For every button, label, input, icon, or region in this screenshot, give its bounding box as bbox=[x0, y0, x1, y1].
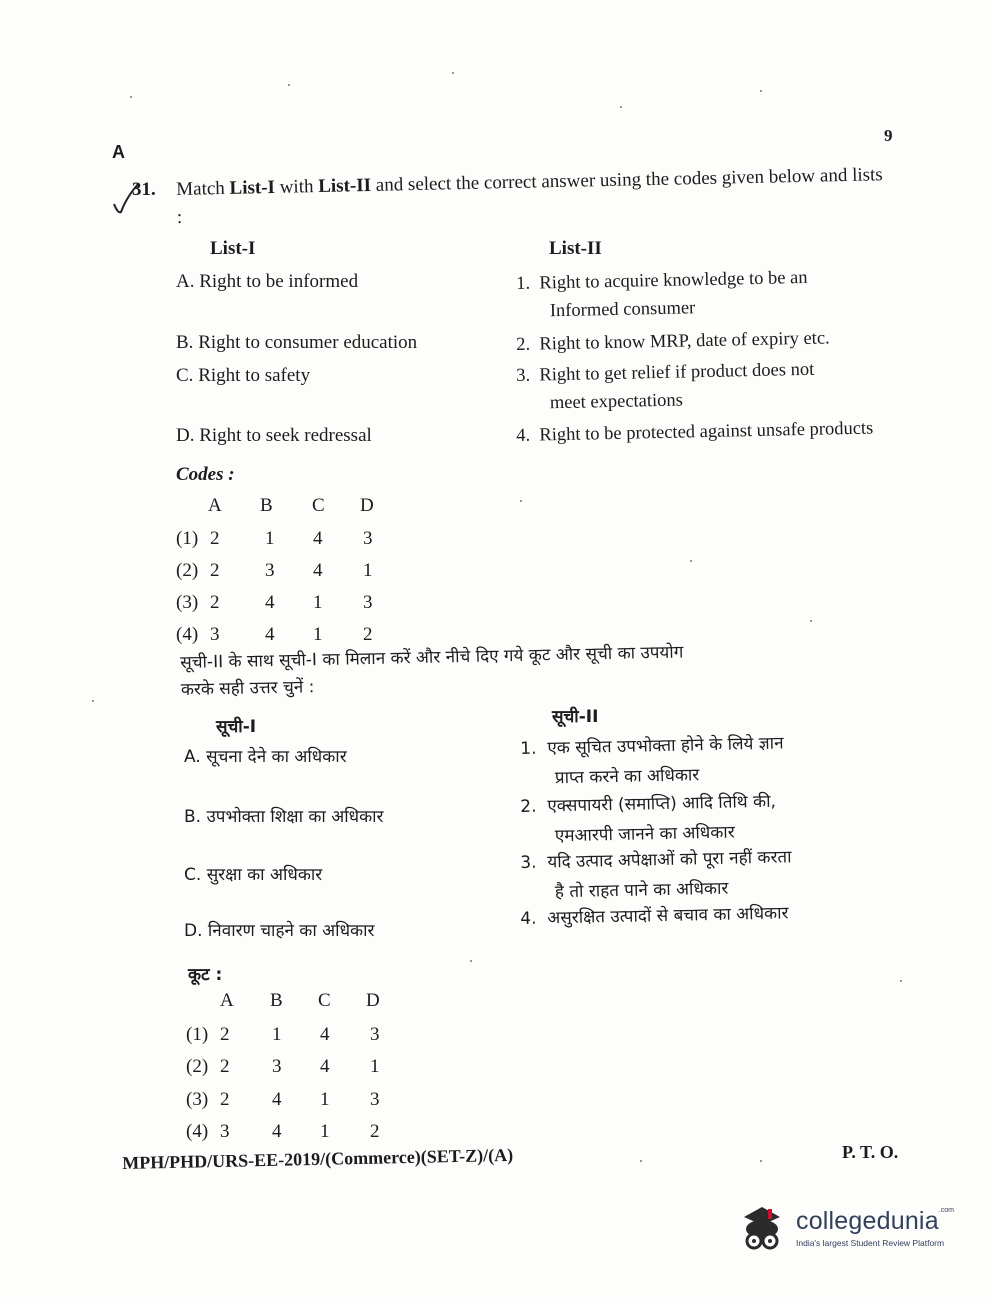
option-row-4: (4) 3 4 1 2 bbox=[176, 624, 373, 645]
hindi-list2-item-3: 3. यदि उत्पाद अपेक्षाओं को पूरा नहीं करता है तो राहत पाने का अधिकार bbox=[520, 847, 792, 903]
hindi-list2-item-1: 1. एक सूचित उपभोक्ता होने के लिये ज्ञान प्राप्त करने का अधिकार bbox=[520, 733, 784, 789]
brand-tagline: India's largest Student Review Platform bbox=[796, 1237, 945, 1248]
hindi-list2-heading: सूची-II bbox=[552, 707, 599, 727]
hindi-list1-heading: सूची-I bbox=[216, 717, 257, 737]
hindi-option-row-3: (3) 2 4 1 3 bbox=[186, 1089, 380, 1110]
list2-item-1: 1. Right to acquire knowledge to be an Informed consumer bbox=[516, 267, 808, 322]
hindi-intro: सूची-II के साथ सूची-I का मिलान करें और नीचे दिए गये कूट और सूची का उपयोग करके सही उत्तर चुनें : bbox=[180, 642, 684, 700]
hindi-list2-item-2: 2. एक्सपायरी (समाप्ति) आदि तिथि की, एमआरपी जानने का अधिकार bbox=[520, 791, 777, 847]
list2-heading: List-II bbox=[549, 238, 602, 259]
list1-item-d: D. Right to seek redressal bbox=[176, 425, 372, 446]
hindi-list1-item-a: A. सूचना देने का अधिकार bbox=[184, 747, 347, 767]
page-turn-over: P. T. O. bbox=[842, 1142, 899, 1162]
hindi-option-row-4: (4) 3 4 1 2 bbox=[186, 1121, 380, 1142]
page-number: 9 bbox=[884, 126, 893, 145]
question-number: 31. bbox=[132, 179, 156, 200]
hindi-list1-item-d: D. निवारण चाहने का अधिकार bbox=[184, 921, 375, 941]
hindi-list1-item-b: B. उपभोक्ता शिक्षा का अधिकार bbox=[184, 807, 384, 827]
list1-item-b: B. Right to consumer education bbox=[176, 332, 418, 353]
hindi-option-row-1: (1) 2 1 4 3 bbox=[186, 1024, 380, 1045]
q-bold-list2: List-II bbox=[318, 174, 372, 198]
hindi-codes-header-row: A B C D bbox=[220, 990, 380, 1011]
hindi-list1-item-c: C. सुरक्षा का अधिकार bbox=[184, 865, 323, 885]
codes-header-row: A B C D bbox=[208, 495, 374, 516]
hindi-list2-item-4: 4. असुरक्षित उत्पादों से बचाव का अधिकार bbox=[520, 903, 789, 929]
mascot-icon bbox=[734, 1199, 790, 1255]
brand-name: collegedunia bbox=[796, 1206, 939, 1235]
list1-heading: List-I bbox=[210, 238, 256, 259]
q-text-part2: with bbox=[274, 176, 319, 198]
q-text-part3: and select the correct answer using the codes given below and lists : bbox=[176, 164, 883, 228]
paper-code: MPH/PHD/URS-EE-2019/(Commerce)(SET-Z)/(A) bbox=[122, 1144, 514, 1173]
option-row-1: (1) 2 1 4 3 bbox=[176, 528, 373, 549]
list1-item-c: C. Right to safety bbox=[176, 365, 311, 386]
question-text bbox=[176, 161, 889, 232]
list1-item-a: A. Right to be informed bbox=[176, 271, 359, 292]
codes-title: Codes : bbox=[176, 464, 235, 485]
section-letter: A bbox=[112, 142, 125, 162]
list2-item-4: 4. Right to be protected against unsafe products bbox=[516, 418, 874, 446]
option-row-2: (2) 2 3 4 1 bbox=[176, 560, 373, 581]
hindi-option-row-2: (2) 2 3 4 1 bbox=[186, 1056, 380, 1077]
option-row-3: (3) 2 4 1 3 bbox=[176, 592, 373, 613]
brand-suffix: .com bbox=[938, 1206, 954, 1214]
list2-item-3: 3. Right to get relief if product does not meet expectations bbox=[516, 359, 815, 414]
list2-item-2: 2. Right to know MRP, date of expiry etc. bbox=[516, 328, 830, 355]
hindi-codes-title: कूट : bbox=[188, 965, 223, 985]
q-bold-list1: List-I bbox=[229, 176, 276, 199]
collegedunia-logo bbox=[734, 1199, 954, 1255]
q-text-part1: Match bbox=[176, 177, 230, 200]
